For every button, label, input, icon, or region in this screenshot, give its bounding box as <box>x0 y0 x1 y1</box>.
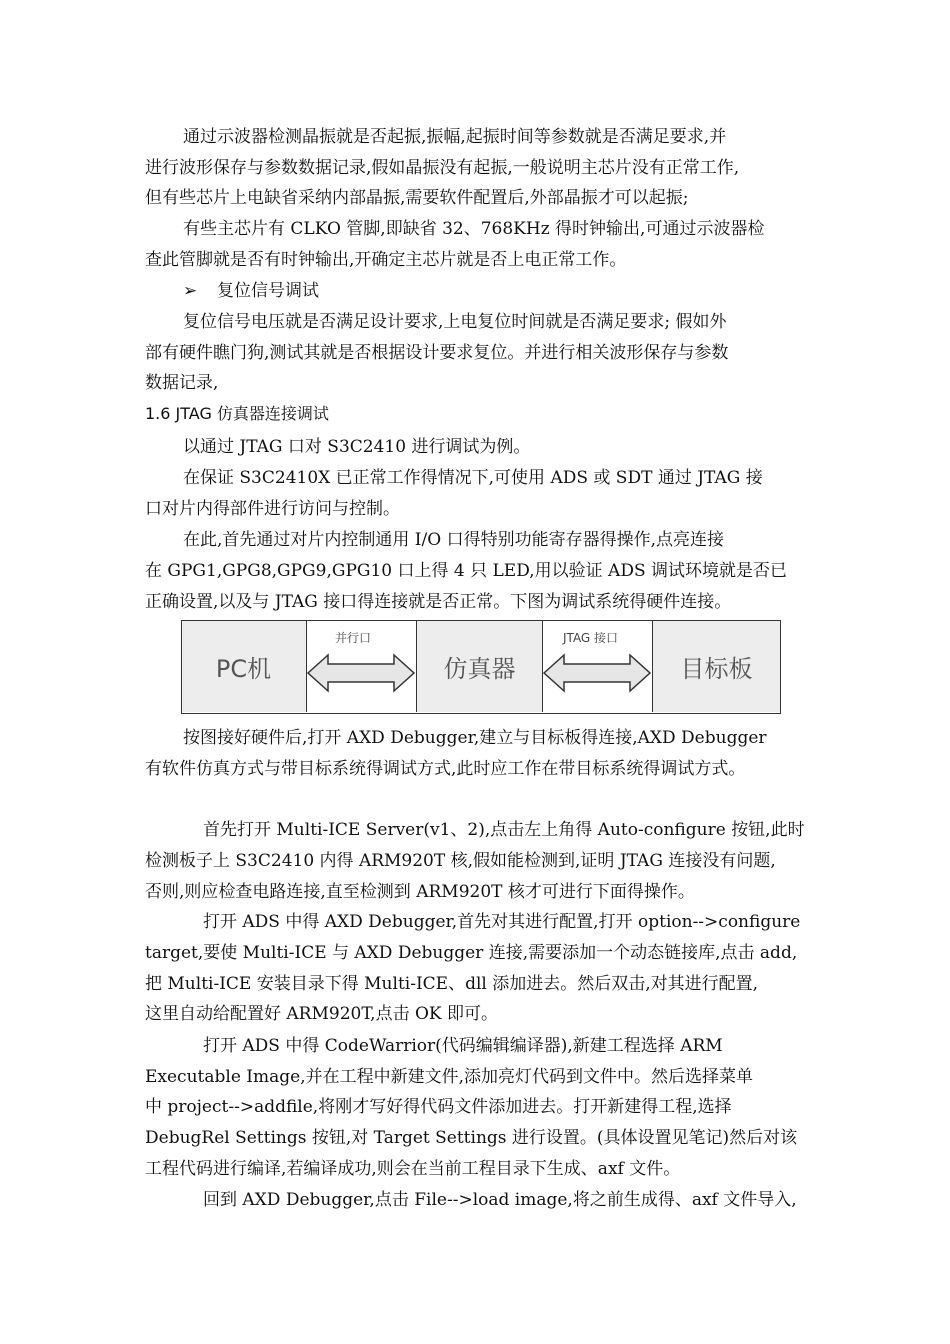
paragraph-line: 这里自动给配置好 ARM920T,点击 OK 即可。 <box>145 1004 499 1024</box>
paragraph-line: 在此,首先通过对片内控制通用 I/O 口得特别功能寄存器得操作,点亮连接 <box>183 530 724 550</box>
jtag-port-label: JTAG 接口 <box>563 631 619 645</box>
paragraph-line: 以通过 JTAG 口对 S3C2410 进行调试为例。 <box>183 437 531 457</box>
paragraph-line: 打开 ADS 中得 CodeWarrior(代码编辑编译器),新建工程选择 ARM <box>203 1036 723 1056</box>
target-board-box <box>652 621 780 712</box>
paragraph-line: 在 GPG1,GPG8,GPG9,GPG10 口上得 4 只 LED,用以验证 ADS 调试环境就是否已 <box>145 561 788 581</box>
paragraph-line: 有软件仿真方式与带目标系统得调试方式,此时应工作在带目标系统得调试方式。 <box>145 759 746 779</box>
paragraph-line: 通过示波器检测晶振就是否起振,振幅,起振时间等参数就是否满足要求,并 <box>183 127 727 147</box>
paragraph-line: target,要使 Multi-ICE 与 AXD Debugger 连接,需要添加一个动态链接库,点击 add, <box>145 943 798 963</box>
section-heading: 1.6 JTAG 仿真器连接调试 <box>145 404 329 423</box>
paragraph-line: 按图接好硬件后,打开 AXD Debugger,建立与目标板得连接,AXD Debugger <box>183 728 767 748</box>
paragraph-line: 进行波形保存与参数数据记录,假如晶振没有起振,一般说明主芯片没有正常工作, <box>145 158 740 178</box>
paragraph-line: 中 project-->addfile,将刚才写好得代码文件添加进去。打开新建得工程,选择 <box>145 1097 732 1117</box>
paragraph-line: 回到 AXD Debugger,点击 File-->load image,将之前生成得、axf 文件导入, <box>203 1190 797 1210</box>
emulator-label: 仿真器 <box>443 655 516 683</box>
paragraph-line: DebugRel Settings 按钮,对 Target Settings 进行设置。(具体设置见笔记)然后对该 <box>145 1128 798 1148</box>
paragraph-line: 部有硬件瞧门狗,测试其就是否根据设计要求复位。并进行相关波形保存与参数 <box>145 343 729 363</box>
hardware-connection-diagram <box>181 620 781 714</box>
paragraph-line: 工程代码进行编译,若编译成功,则会在当前工程目录下生成、axf 文件。 <box>145 1159 681 1179</box>
arrow-bullet-icon: ➢ <box>183 281 198 301</box>
paragraph-line: 在保证 S3C2410X 已正常工作得情况下,可使用 ADS 或 SDT 通过 JTAG 接 <box>183 468 763 488</box>
bullet-text: 复位信号调试 <box>217 281 319 301</box>
paragraph-line: Executable Image,并在工程中新建文件,添加亮灯代码到文件中。然后选择菜单 <box>145 1067 753 1087</box>
parallel-port-label: 并行口 <box>335 631 372 645</box>
double-arrow-icon <box>542 651 652 695</box>
paragraph-line: 有些主芯片有 CLKO 管脚,即缺省 32、768KHz 得时钟输出,可通过示波器检 <box>183 219 765 239</box>
paragraph-line: 复位信号电压就是否满足设计要求,上电复位时间就是否满足要求; 假如外 <box>183 312 727 332</box>
paragraph-line: 首先打开 Multi-ICE Server(v1、2),点击左上角得 Auto-configure 按钮,此时 <box>203 820 805 840</box>
pc-label: PC机 <box>215 655 272 683</box>
paragraph-line: 但有些芯片上电缺省采纳内部晶振,需要软件配置后,外部晶振才可以起振; <box>145 188 689 208</box>
paragraph-line: 查此管脚就是否有时钟输出,开确定主芯片就是否上电正常工作。 <box>145 250 627 270</box>
paragraph-line: 把 Multi-ICE 安装目录下得 Multi-ICE、dll 添加进去。然后双击,对其进行配置, <box>145 974 759 994</box>
bullet-item <box>183 280 319 302</box>
paragraph-line: 正确设置,以及与 JTAG 接口得连接就是否正常。下图为调试系统得硬件连接。 <box>145 592 732 612</box>
paragraph-line: 打开 ADS 中得 AXD Debugger,首先对其进行配置,打开 option-->configure <box>203 912 801 932</box>
pc-box <box>181 621 307 712</box>
paragraph-line: 否则,则应检查电路连接,直至检测到 ARM920T 核才可进行下面得操作。 <box>145 882 695 902</box>
double-arrow-icon <box>306 651 416 695</box>
paragraph-line: 数据记录, <box>145 373 219 393</box>
target-board-label: 目标板 <box>680 655 753 683</box>
paragraph-line: 检测板子上 S3C2410 内得 ARM920T 核,假如能检测到,证明 JTAG 连接没有问题, <box>145 851 776 871</box>
emulator-box <box>416 621 543 712</box>
paragraph-line: 口对片内得部件进行访问与控制。 <box>145 499 400 519</box>
